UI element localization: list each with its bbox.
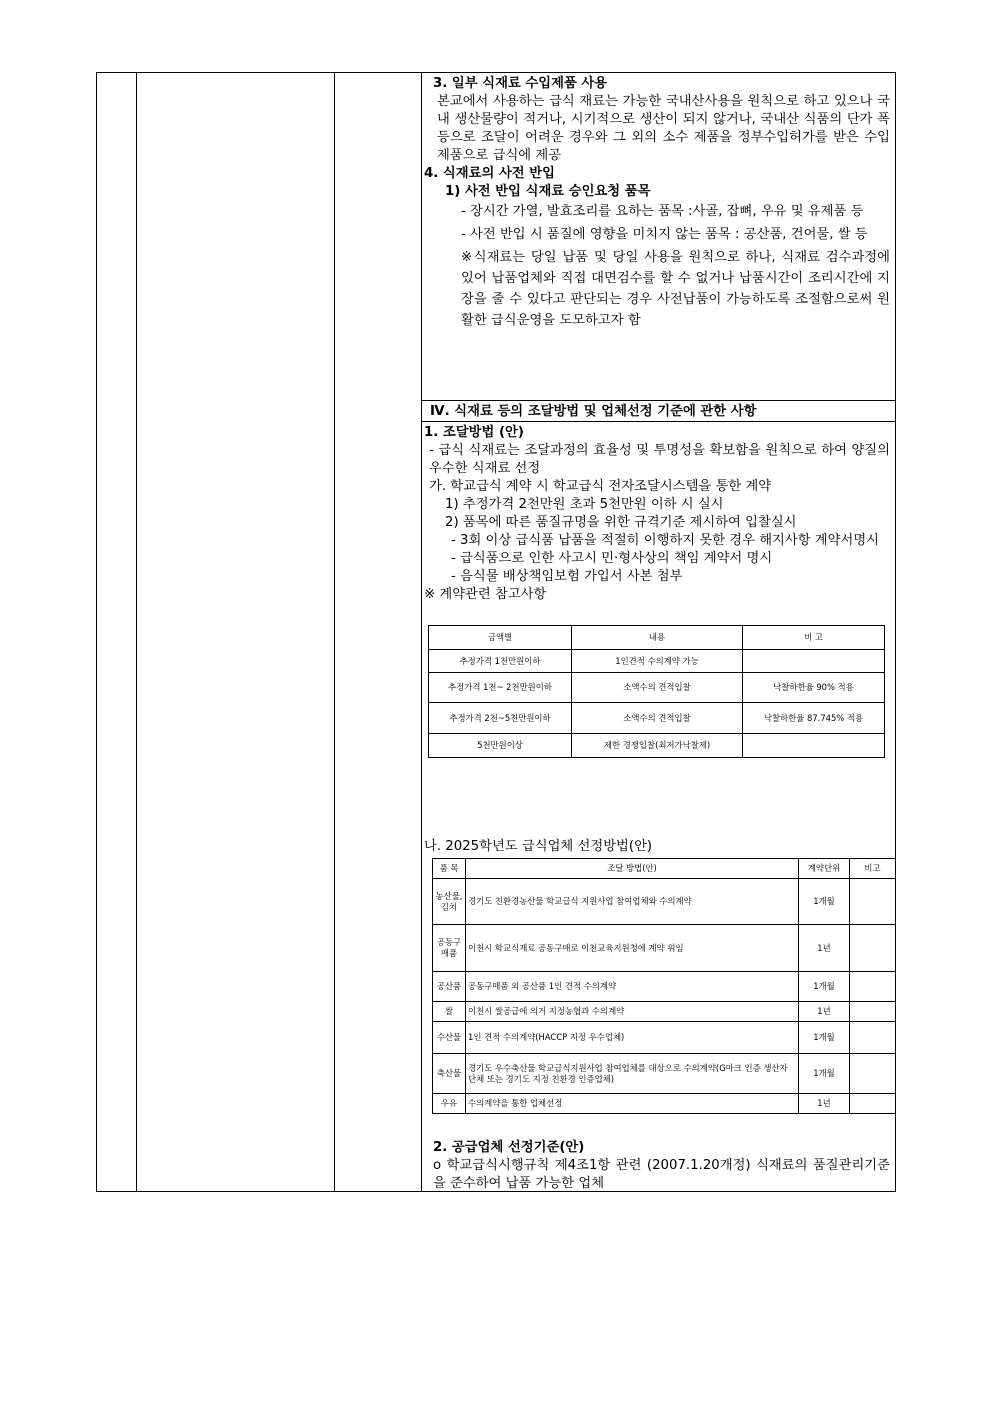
procurement-intro: - 급식 식재료는 조달과정의 효율성 및 투명성을 확보함을 원칙으로 하여 양질의 우수한 식재료 선정 xyxy=(429,443,890,476)
note-cell xyxy=(850,925,896,972)
section-4-note: ※식재료는 당일 납품 및 당일 사용을 원칙으로 하나, 식재료 검수과정에 있어 납품업체와 직접 대면검수를 할 수 없거나 납품시간이 조리시간에 지장을 줄 수 있다고 판단되는 경우 사전납품이 가능하도록 조절함으로써 원활한 급식운영을 도모하고자 함 xyxy=(461,250,890,328)
note-cell xyxy=(850,1054,896,1094)
unit-cell: 1년 xyxy=(799,1002,850,1022)
section-imported-products xyxy=(424,75,893,165)
procurement-dash-1: - 3회 이상 급식품 납품을 적절히 이행하지 못한 경우 해지사항 계약서명시 xyxy=(451,533,880,548)
unit-cell: 1개월 xyxy=(799,879,850,925)
item-cell: 수산물 xyxy=(433,1022,466,1054)
contract-reference-table xyxy=(428,625,885,758)
section-procurement xyxy=(424,424,893,604)
note-cell xyxy=(850,1094,896,1114)
method-cell: 1인 견적 수의계약(HACCP 지정 우수업체) xyxy=(466,1022,799,1054)
note-cell xyxy=(850,1002,896,1022)
note-cell xyxy=(743,650,885,673)
header-cell: 비 고 xyxy=(743,626,885,650)
item-cell: 우유 xyxy=(433,1094,466,1114)
note-cell: 낙찰하한율 87.745% 적용 xyxy=(743,703,885,734)
amount-cell: 5천만원이상 xyxy=(429,734,572,758)
note-cell xyxy=(850,1022,896,1054)
method-cell: 수의계약을 통한 업체선정 xyxy=(466,1094,799,1114)
column-divider-1 xyxy=(136,73,137,1191)
item-cell: 공산품 xyxy=(433,972,466,1002)
table-header-row xyxy=(433,859,896,879)
table-row xyxy=(433,879,896,925)
procurement-dash-2: - 급식품으로 인한 사고시 민·형사상의 책임 계약서 명시 xyxy=(451,551,773,566)
method-cell: 소액수의 견적입찰 xyxy=(572,673,743,703)
unit-cell: 1년 xyxy=(799,1094,850,1114)
table-row xyxy=(429,650,885,673)
section-advance-delivery xyxy=(424,165,893,331)
unit-cell: 1개월 xyxy=(799,972,850,1002)
selection-method-title xyxy=(424,838,893,856)
procurement-ga: 가. 학교급식 계약 시 학교급식 전자조달시스템을 통한 계약 xyxy=(429,479,772,494)
method-cell: 소액수의 견적입찰 xyxy=(572,703,743,734)
section-rule-top xyxy=(421,400,895,401)
item-cell: 농산물,김치 xyxy=(433,879,466,925)
item-cell: 쌀 xyxy=(433,1002,466,1022)
note-cell xyxy=(850,972,896,1002)
method-cell: 경기도 우수축산물 학교급식지원사업 참여업체를 대상으로 수의계약(G마크 인증 생산자 단체 또는 경기도 지정 친환경 인증업체) xyxy=(466,1054,799,1094)
method-cell: 1인견적 수의계약 가능 xyxy=(572,650,743,673)
header-cell: 금액별 xyxy=(429,626,572,650)
amount-cell: 추정가격 2천~5천만원이하 xyxy=(429,703,572,734)
method-cell: 공동구매품 외 공산품 1인 견적 수의계약 xyxy=(466,972,799,1002)
method-cell: 이천시 쌀공급에 의거 지정농협과 수의계약 xyxy=(466,1002,799,1022)
amount-cell: 추정가격 1천만원이하 xyxy=(429,650,572,673)
procurement-dash-3: - 음식물 배상책임보험 가입서 사본 첨부 xyxy=(451,569,683,584)
procurement-ga-1: 1) 추정가격 2천만원 초과 5천만원 이하 시 실시 xyxy=(445,497,724,512)
procurement-ga-2: 2) 품목에 따른 품질규명을 위한 규격기준 제시하여 입찰실시 xyxy=(445,515,797,530)
section-supplier-criteria xyxy=(424,1139,893,1193)
supplier-method-table xyxy=(432,858,896,1114)
selection-method-heading: 나. 2025학년도 급식업체 선정방법(안) xyxy=(424,839,653,854)
table-row xyxy=(429,673,885,703)
unit-cell: 1개월 xyxy=(799,1054,850,1094)
amount-cell: 추정가격 1천~ 2천만원이하 xyxy=(429,673,572,703)
method-cell: 이천시 학교식재료 공동구매로 이천교육지원청에 계약 위임 xyxy=(466,925,799,972)
reference-title: ※ 계약관련 참고사항 xyxy=(424,587,547,602)
unit-cell: 1개월 xyxy=(799,1022,850,1054)
table-row xyxy=(433,925,896,972)
section-3-heading: 3. 일부 식재료 수입제품 사용 xyxy=(433,76,608,91)
table-row xyxy=(433,1022,896,1054)
item-cell: 공동구매품 xyxy=(433,925,466,972)
header-cell: 비고 xyxy=(850,859,896,879)
section-iv-title xyxy=(424,403,893,421)
note-cell xyxy=(743,734,885,758)
table-row xyxy=(433,1054,896,1094)
header-cell: 조달 방법(안) xyxy=(466,859,799,879)
note-cell xyxy=(850,879,896,925)
section-4-heading: 4. 식재료의 사전 반입 xyxy=(424,166,555,181)
table-row xyxy=(429,734,885,758)
header-cell: 내용 xyxy=(572,626,743,650)
supplier-criteria-body: o 학교급식시행규칙 제4조1항 관련 (2007.1.20개정) 식재료의 품질관리기준을 준수하여 납품 가능한 업체 xyxy=(433,1158,890,1191)
section-4-sub: 1) 사전 반입 식재료 승인요청 품목 xyxy=(445,184,651,199)
header-cell: 품 목 xyxy=(433,859,466,879)
table-row xyxy=(433,1094,896,1114)
table-row xyxy=(429,703,885,734)
header-cell: 계약단위 xyxy=(799,859,850,879)
procurement-heading: 1. 조달방법 (안) xyxy=(424,425,524,440)
document-frame xyxy=(96,72,896,1192)
section-3-body: 본교에서 사용하는 급식 재료는 가능한 국내산사용을 원칙으로 하고 있으나 국내 생산물량이 적거나, 시기적으로 생산이 되지 않거나, 국내산 식품의 단가 폭등으로 조달이 어려운 경우와 그 외의 소수 제품을 정부수입허가를 받은 수입제품으로 급식에 제공 xyxy=(437,94,890,163)
note-cell: 낙찰하한율 90% 적용 xyxy=(743,673,885,703)
section-rule-bottom xyxy=(421,421,895,422)
table-row xyxy=(433,972,896,1002)
method-cell: 경기도 친환경농산물 학교급식 지원사업 참여업체와 수의계약 xyxy=(466,879,799,925)
supplier-criteria-heading: 2. 공급업체 선정기준(안) xyxy=(433,1140,585,1155)
table-header-row xyxy=(429,626,885,650)
column-divider-3 xyxy=(421,73,422,1191)
section-4-item-1: - 장시간 가열, 발효조리를 요하는 품목 :사골, 잡뼈, 우유 및 유제품 등 xyxy=(461,204,864,219)
section-4-item-2: - 사전 반입 시 품질에 영향을 미치지 않는 품목 : 공산품, 건어물, 쌀 등 xyxy=(461,227,868,242)
table-row xyxy=(433,1002,896,1022)
method-cell: 제한 경쟁입찰(최저가낙찰제) xyxy=(572,734,743,758)
column-divider-2 xyxy=(334,73,335,1191)
unit-cell: 1년 xyxy=(799,925,850,972)
item-cell: 축산물 xyxy=(433,1054,466,1094)
section-iv-heading: Ⅳ. 식재료 등의 조달방법 및 업체선정 기준에 관한 사항 xyxy=(430,404,757,419)
